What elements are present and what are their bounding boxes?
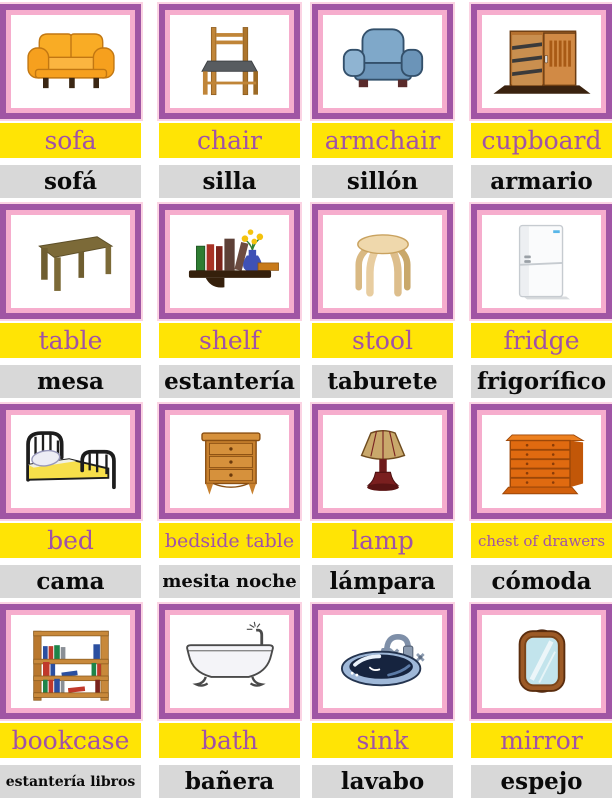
english-label	[0, 723, 141, 758]
spanish-label	[312, 765, 453, 798]
picture-frame	[471, 604, 612, 719]
flashcard	[306, 600, 459, 800]
english-label	[471, 123, 612, 158]
shelf-icon	[170, 215, 289, 308]
picture-frame	[471, 404, 612, 519]
english-word: table	[38, 326, 103, 355]
spanish-word: sillón	[346, 168, 419, 195]
english-word: lamp	[351, 526, 414, 555]
english-word: chair	[197, 126, 262, 155]
sink-icon	[323, 615, 442, 708]
flashcard	[306, 0, 459, 200]
sofa-icon	[11, 15, 130, 108]
picture-frame	[312, 204, 453, 319]
english-word: sink	[356, 726, 409, 755]
spanish-label	[159, 165, 300, 198]
flashcard	[459, 200, 612, 400]
armchair-icon	[323, 15, 442, 108]
flashcard	[0, 600, 153, 800]
spanish-label	[471, 165, 612, 198]
flashcard	[306, 200, 459, 400]
picture-frame	[312, 404, 453, 519]
spanish-label	[0, 565, 141, 598]
english-label	[159, 123, 300, 158]
english-label	[312, 123, 453, 158]
english-label	[0, 523, 141, 558]
english-label	[312, 723, 453, 758]
spanish-word: espejo	[500, 768, 583, 795]
chair-icon	[170, 15, 289, 108]
spanish-label	[0, 765, 141, 798]
spanish-word: silla	[202, 168, 257, 195]
mirror-icon	[482, 615, 601, 708]
bedside-table-icon	[170, 415, 289, 508]
spanish-word: mesita noche	[162, 571, 297, 592]
flashcard	[0, 200, 153, 400]
english-label	[159, 323, 300, 358]
picture-frame	[159, 204, 300, 319]
english-word: fridge	[503, 326, 580, 355]
picture-frame	[312, 4, 453, 119]
spanish-word: bañera	[184, 768, 275, 795]
english-word: stool	[352, 326, 413, 355]
spanish-label	[471, 365, 612, 398]
spanish-label	[0, 365, 141, 398]
spanish-word: lámpara	[329, 568, 436, 595]
spanish-word: cómoda	[491, 568, 592, 595]
english-label	[312, 523, 453, 558]
spanish-word: estantería	[164, 368, 295, 395]
english-word: sofa	[44, 126, 97, 155]
spanish-word: mesa	[37, 368, 104, 395]
picture-frame	[159, 404, 300, 519]
english-label	[0, 323, 141, 358]
english-word: shelf	[199, 326, 260, 355]
flashcard	[459, 600, 612, 800]
english-word: bed	[47, 526, 94, 555]
spanish-label	[312, 365, 453, 398]
spanish-label	[312, 565, 453, 598]
flashcard	[459, 0, 612, 200]
english-label	[159, 523, 300, 558]
flashcard	[153, 600, 306, 800]
spanish-word: sofá	[43, 168, 98, 195]
flashcard	[0, 400, 153, 600]
bed-icon	[11, 415, 130, 508]
picture-frame	[0, 4, 141, 119]
lamp-icon	[323, 415, 442, 508]
table-icon	[11, 215, 130, 308]
spanish-word: frigorífico	[476, 368, 607, 395]
flashcard	[306, 400, 459, 600]
bookcase-icon	[11, 615, 130, 708]
cupboard-icon	[482, 15, 601, 108]
spanish-label	[471, 565, 612, 598]
english-word: bookcase	[11, 726, 130, 755]
flashcard	[153, 0, 306, 200]
spanish-label	[159, 765, 300, 798]
english-label	[471, 523, 612, 558]
spanish-label	[159, 565, 300, 598]
chest-of-drawers-icon	[482, 415, 601, 508]
picture-frame	[0, 204, 141, 319]
picture-frame	[0, 604, 141, 719]
picture-frame	[471, 204, 612, 319]
spanish-word: taburete	[327, 368, 438, 395]
english-label	[471, 323, 612, 358]
english-word: armchair	[324, 126, 441, 155]
spanish-label	[312, 165, 453, 198]
english-word: bedside table	[164, 529, 295, 552]
picture-frame	[471, 4, 612, 119]
english-word: chest of drawers	[477, 531, 606, 550]
english-label	[471, 723, 612, 758]
flashcard	[0, 0, 153, 200]
spanish-label	[471, 765, 612, 798]
flashcard	[459, 400, 612, 600]
spanish-word: armario	[490, 168, 593, 195]
bath-icon	[170, 615, 289, 708]
stool-icon	[323, 215, 442, 308]
english-label	[159, 723, 300, 758]
english-word: cupboard	[481, 126, 602, 155]
fridge-icon	[482, 215, 601, 308]
flashcard	[153, 400, 306, 600]
english-word: mirror	[500, 726, 583, 755]
flashcard	[153, 200, 306, 400]
spanish-word: lavabo	[340, 768, 425, 795]
picture-frame	[0, 404, 141, 519]
spanish-label	[159, 365, 300, 398]
english-label	[312, 323, 453, 358]
picture-frame	[159, 4, 300, 119]
english-word: bath	[200, 726, 259, 755]
spanish-label	[0, 165, 141, 198]
picture-frame	[159, 604, 300, 719]
spanish-word: estantería libros	[5, 773, 136, 790]
spanish-word: cama	[36, 568, 105, 595]
picture-frame	[312, 604, 453, 719]
english-label	[0, 123, 141, 158]
